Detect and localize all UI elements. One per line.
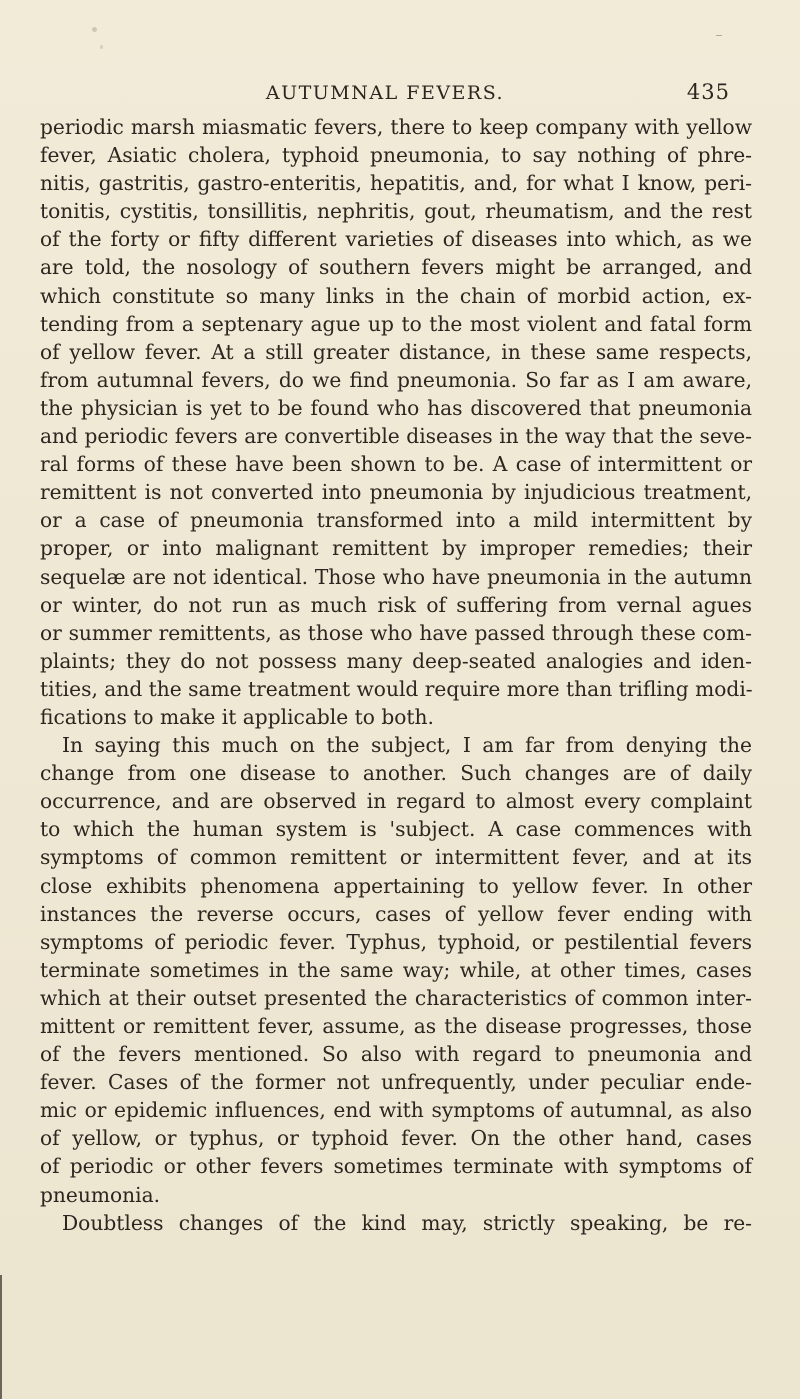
text-line: or a case of pneumonia transformed into a mild intermittent by: [40, 508, 752, 533]
text-line: symptoms of common remittent or intermittent fever, and at its: [40, 845, 752, 870]
text-line: plaints; they do not possess many deep-seated analogies and iden-: [40, 648, 752, 673]
text-line: from autumnal fevers, do we find pneumonia. So far as I am aware,: [40, 367, 752, 392]
text-line: fever. Cases of the former not unfrequently, under peculiar ende-: [40, 1070, 752, 1095]
text-line: of periodic or other fevers sometimes terminate with symptoms of: [40, 1154, 752, 1179]
text-line: pneumonia.: [40, 1182, 161, 1207]
text-line: tending from a septenary ague up to the most violent and fatal form: [40, 311, 752, 336]
running-head: [40, 80, 730, 110]
text-line: or summer remittents, as those who have passed through these com-: [40, 620, 752, 645]
text-line: to which the human system is 'subject. A case commences with: [40, 817, 752, 842]
text-line: are told, the nosology of southern fevers might be arranged, and: [40, 255, 752, 280]
text-line: of the fevers mentioned. So also with regard to pneumonia and: [40, 1042, 752, 1067]
text-line: and periodic fevers are convertible diseases in the way that the seve-: [40, 424, 752, 449]
text-line: of yellow, or typhus, or typhoid fever. On the other hand, cases: [40, 1126, 752, 1151]
text-line: proper, or into malignant remittent by improper remedies; their: [40, 536, 752, 561]
text-line: fever, Asiatic cholera, typhoid pneumonia, to say nothing of phre-: [40, 143, 752, 168]
text-line: change from one disease to another. Such changes are of daily: [40, 761, 752, 786]
text-line: close exhibits phenomena appertaining to yellow fever. In other: [40, 873, 752, 898]
text-line: which constitute so many links in the chain of morbid action, ex-: [40, 283, 752, 308]
text-line: or winter, do not run as much risk of suffering from vernal agues: [40, 592, 752, 617]
text-line: of yellow fever. At a still greater distance, in these same respects,: [40, 339, 752, 364]
text-line: terminate sometimes in the same way; while, at other times, cases: [40, 957, 752, 982]
text-line: fications to make it applicable to both.: [40, 704, 434, 729]
text-line: ral forms of these have been shown to be. A case of intermittent or: [40, 452, 752, 477]
page-number: 435: [686, 80, 730, 104]
text-line: of the forty or fifty different varieties of diseases into which, as we: [40, 227, 752, 252]
text-line: which at their outset presented the characteristics of common inter-: [40, 985, 752, 1010]
text-line: symptoms of periodic fever. Typhus, typhoid, or pestilential fevers: [40, 929, 752, 954]
text-line: Doubtless changes of the kind may, strictly speaking, be re-: [62, 1210, 752, 1235]
text-line: sequelæ are not identical. Those who have pneumonia in the autumn: [40, 564, 752, 589]
binding-edge: [0, 1275, 2, 1399]
text-line: instances the reverse occurs, cases of yellow fever ending with: [40, 901, 752, 926]
text-line: mittent or remittent fever, assume, as the disease progresses, those: [40, 1014, 752, 1038]
text-line: remittent is not converted into pneumonia by injudicious treatment,: [40, 480, 752, 505]
body-text: [40, 113, 752, 1237]
paper-mark: [716, 35, 722, 36]
text-line: tities, and the same treatment would require more than trifling modi-: [40, 676, 753, 701]
text-line: the physician is yet to be found who has discovered that pneumonia: [40, 395, 752, 420]
running-title: AUTUMNAL FEVERS.: [265, 82, 505, 104]
paper-speck: [100, 45, 103, 49]
text-line: mic or epidemic influences, end with symptoms of autumnal, as also: [40, 1098, 752, 1123]
text-line: In saying this much on the subject, I am far from denying the: [62, 733, 752, 758]
text-line: nitis, gastritis, gastro-enteritis, hepatitis, and, for what I know, peri-: [40, 171, 752, 196]
text-line: tonitis, cystitis, tonsillitis, nephritis, gout, rheumatism, and the rest: [40, 199, 752, 224]
text-line: occurrence, and are observed in regard to almost every complaint: [40, 789, 752, 814]
paper-speck: [92, 27, 97, 32]
text-line: periodic marsh miasmatic fevers, there to keep company with yellow: [40, 115, 752, 139]
